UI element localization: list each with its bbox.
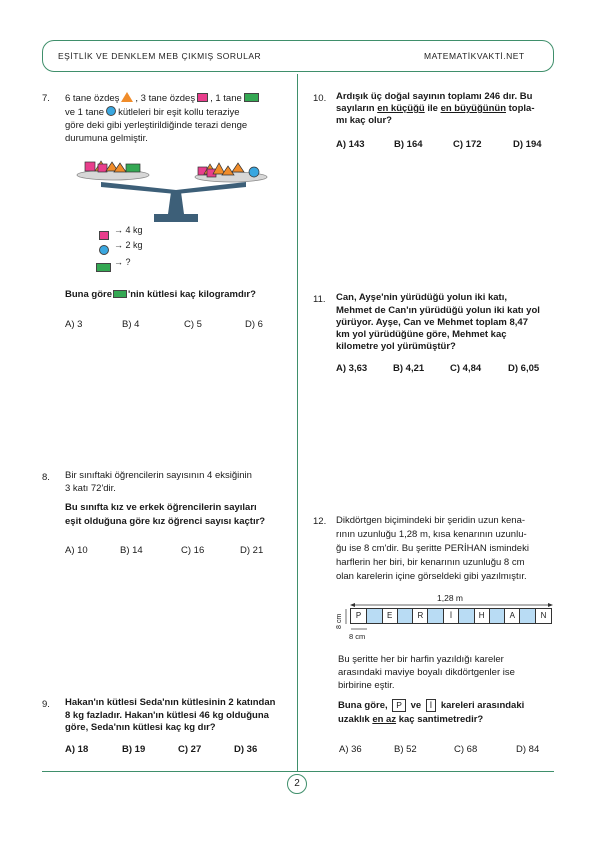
q7-line2 (65, 106, 240, 120)
letter-box-i: İ (426, 699, 436, 712)
q12-text: ve (410, 700, 422, 711)
cell-width-label: 8 cm (349, 632, 366, 641)
q7-option-c[interactable]: C) 5 (184, 319, 202, 330)
q11-option-a[interactable]: A) 3,63 (336, 363, 368, 374)
q11-option-c[interactable]: C) 4,84 (450, 363, 482, 374)
q8-line4: eşit olduğuna göre kız öğrenci sayısı kaçtır? (65, 516, 266, 527)
blue-gap-rectangle (428, 609, 443, 623)
q11-number: 11. (313, 294, 326, 305)
q7-line3: göre deki gibi yerleştirildiğinde terazi denge (65, 120, 248, 131)
letter-cell: A (504, 609, 520, 623)
q10-option-b[interactable]: B) 164 (394, 139, 423, 150)
balance-scale-figure (76, 158, 276, 228)
q12-number: 12. (313, 516, 327, 527)
q7-text: , 1 tane (210, 93, 242, 104)
q11-line4: km yol yürüdüğüne göre, Mehmet kaç (336, 329, 507, 340)
q12-line7: arasındaki maviye boyalı dikdörtgenler ise (338, 667, 515, 678)
page-number: 2 (287, 774, 307, 794)
q7-option-d[interactable]: D) 6 (245, 319, 263, 330)
q7-option-b[interactable]: B) 4 (122, 319, 140, 330)
q12-text: uzaklık (338, 714, 370, 725)
triangle-icon (232, 163, 244, 172)
q11-option-b[interactable]: B) 4,21 (393, 363, 425, 374)
q7-text: ve 1 tane (65, 107, 105, 118)
q11-option-d[interactable]: D) 6,05 (508, 363, 540, 374)
q9-option-b[interactable]: B) 19 (122, 744, 146, 755)
q10-emphasis-largest: en büyüğünün (440, 103, 506, 114)
letter-strip (350, 608, 552, 624)
q8-line3: Bu sınıfta kız ve erkek öğrencilerin sayıları (65, 502, 257, 513)
q12-line10 (338, 714, 483, 727)
q8-option-b[interactable]: B) 14 (120, 545, 143, 556)
q7-line1 (65, 92, 261, 106)
q8-option-d[interactable]: D) 21 (240, 545, 264, 556)
blue-gap-rectangle (490, 609, 505, 623)
green-rectangle-icon (113, 290, 127, 298)
q8-number: 8. (42, 472, 50, 483)
q12-line5: olan karelerin içine görseldeki gibi yazılmıştır. (336, 571, 527, 582)
q11-line3: yürüyor. Ayşe, Can ve Mehmet toplam 8,47 (336, 317, 529, 328)
q9-line3: göre, Seda'nın kütlesi kaç kg dır? (65, 722, 216, 733)
q12-option-a[interactable]: A) 36 (339, 744, 362, 755)
q9-line2: 8 kg fazladır. Hakan'ın kütlesi 46 kg olduğuna (65, 710, 269, 721)
q12-text: Buna göre, (338, 700, 388, 711)
pink-square-icon (99, 231, 109, 240)
q7-question-text: 'nin kütlesi kaç kilogramdır? (127, 289, 256, 300)
triangle-icon (121, 92, 133, 102)
blue-gap-rectangle (520, 609, 535, 623)
q12-line8: birbirine eştir. (338, 680, 395, 691)
strip-length-label: 1,28 m (437, 593, 463, 603)
q8-option-c[interactable]: C) 16 (181, 545, 205, 556)
legend-value-circle: → 2 kg (114, 240, 143, 250)
q10-text: topla- (508, 103, 535, 114)
strip-side-label: 8 cm (336, 613, 343, 629)
green-rectangle-icon (126, 164, 140, 172)
q12-option-b[interactable]: B) 52 (394, 744, 417, 755)
q11-line5: kilometre yol yürümüştür? (336, 341, 456, 352)
header-site: MATEMATİKVAKTİ.NET (424, 51, 525, 61)
pink-square-icon (85, 162, 95, 171)
column-divider (297, 74, 298, 772)
q10-option-a[interactable]: A) 143 (336, 139, 365, 150)
legend-green-rectangle (96, 258, 111, 276)
q10-emphasis-smallest: en küçüğü (377, 103, 425, 114)
q12-line2: rının uzunluğu 1,28 m, kısa kenarının uzunlu- (336, 529, 527, 540)
scale-post (168, 192, 184, 214)
blue-circle-icon (249, 167, 259, 177)
q12-line1: Dikdörtgen biçimindeki bir şeridin uzun kena- (336, 515, 526, 526)
q10-line1: Ardışık üç doğal sayının toplamı 246 dır. Bu (336, 91, 533, 102)
legend-value-square: → 4 kg (114, 225, 143, 235)
q7-line4: durumuna gelmiştir. (65, 133, 148, 144)
footer-rule (42, 771, 554, 772)
q12-line9 (338, 699, 524, 713)
letter-cell: H (474, 609, 490, 623)
q9-line1: Hakan'ın kütlesi Seda'nın kütlesinin 2 katından (65, 697, 276, 708)
letter-cell: R (412, 609, 428, 623)
q9-option-c[interactable]: C) 27 (178, 744, 202, 755)
q8-line1: Bir sınıftaki öğrencilerin sayısının 4 eksiğinin (65, 470, 252, 481)
q7-text: 6 tane özdeş (65, 93, 120, 104)
blue-circle-icon (99, 245, 109, 255)
q9-option-d[interactable]: D) 36 (234, 744, 258, 755)
q10-number: 10. (313, 93, 327, 104)
q12-option-d[interactable]: D) 84 (516, 744, 540, 755)
scale-base (154, 214, 198, 222)
green-rectangle-icon (244, 93, 259, 102)
q10-line3: mı kaç olur? (336, 115, 392, 126)
green-rectangle-icon (96, 263, 111, 272)
letter-cell: P (351, 609, 367, 623)
q12-text: kaç santimetredir? (398, 714, 484, 725)
q7-text: kütleleri bir eşit kollu teraziye (118, 107, 240, 118)
q7-question (65, 289, 256, 302)
legend-value-rectangle: → ? (114, 257, 131, 267)
pink-square-icon (98, 164, 107, 172)
blue-gap-rectangle (367, 609, 382, 623)
pink-square-icon (197, 93, 208, 102)
letter-cell: N (535, 609, 551, 623)
blue-gap-rectangle (398, 609, 413, 623)
strip-side-arrow (343, 608, 349, 625)
q12-text: kareleri arasındaki (440, 700, 525, 711)
q11-line1: Can, Ayşe'nin yürüdüğü yolun iki katı, (336, 292, 507, 303)
q10-line2 (336, 103, 535, 116)
q7-question-text: Buna göre (65, 289, 112, 300)
q12-line3: ğu ise 8 cm'dir. Bu şeritte PERİHAN ismindeki (336, 543, 529, 554)
letter-cell: E (382, 609, 398, 623)
q10-text: sayıların (336, 103, 375, 114)
q10-text: ile (427, 103, 438, 114)
q7-number: 7. (42, 93, 50, 104)
q9-number: 9. (42, 699, 50, 710)
q9-option-a[interactable]: A) 18 (65, 744, 89, 755)
q10-option-d[interactable]: D) 194 (513, 139, 542, 150)
blue-gap-rectangle (459, 609, 474, 623)
q7-option-a[interactable]: A) 3 (65, 319, 83, 330)
q12-line4: harflerin her biri, bir kenarının uzunluğu 8 cm (336, 557, 525, 568)
header-title: EŞİTLİK VE DENKLEM MEB ÇIKMIŞ SORULAR (58, 51, 262, 61)
letter-box-p: P (392, 699, 406, 712)
blue-circle-icon (106, 106, 116, 116)
legend-blue-circle (99, 241, 109, 259)
q8-line2: 3 katı 72'dir. (65, 483, 116, 494)
q7-text: , 3 tane özdeş (135, 93, 196, 104)
triangle-icon (213, 163, 225, 174)
letter-cell: İ (443, 609, 459, 623)
triangle-icon (222, 166, 234, 175)
q12-emphasis-least: en az (372, 714, 397, 725)
q11-line2: Mehmet de Can'ın yürüdüğü yolun iki katı yol (336, 305, 540, 316)
q12-option-c[interactable]: C) 68 (454, 744, 478, 755)
q12-line6: Bu şeritte her bir harfin yazıldığı kareler (338, 654, 504, 665)
q8-option-a[interactable]: A) 10 (65, 545, 88, 556)
q10-option-c[interactable]: C) 172 (453, 139, 482, 150)
